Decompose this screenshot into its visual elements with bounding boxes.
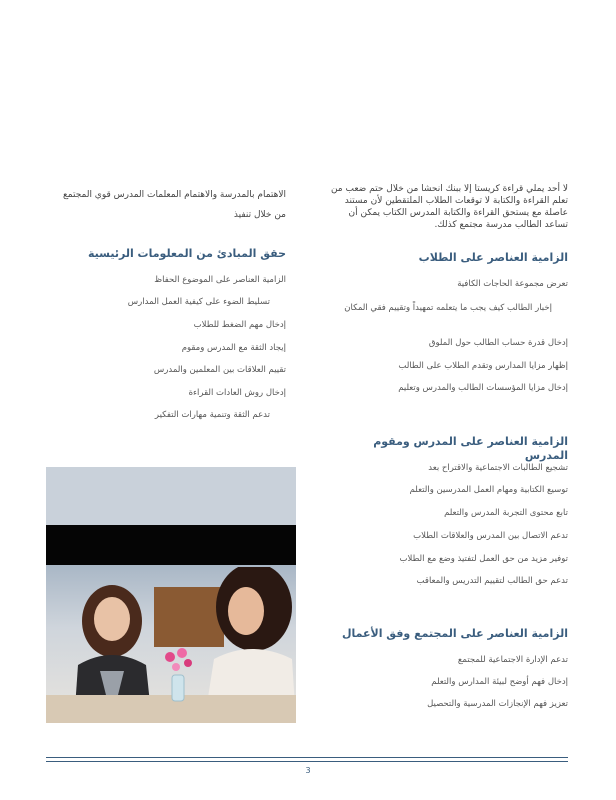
list-item: إدخال فهم أوضح لبيئة المدارس والتعلم: [431, 677, 568, 687]
section-heading-students: الزامية العناصر على الطلاب: [418, 251, 568, 264]
list-item: توسيع الكتابية ومهام العمل المدرسين والتعلم: [409, 485, 568, 495]
list-item: تدعم الإدارة الاجتماعية للمجتمع: [457, 655, 568, 665]
list-item: إدخال روش العادات القراءة: [188, 388, 286, 398]
list-item: تعرض مجموعة الحاجات الكافية: [457, 279, 568, 289]
section-heading-principles: حقق المبادئ من المعلومات الرئيسية: [88, 247, 286, 260]
section-heading-community: الزامية العناصر على المجتمع وفق الأعمال: [341, 627, 568, 640]
students-photo: [46, 467, 296, 723]
list-item: إدخال مهم الضغط للطلاب: [193, 320, 286, 330]
page-number: 3: [305, 766, 311, 775]
list-item: تدعم الثقة وتنمية مهارات التفكير: [154, 410, 270, 420]
list-item: إدخال مزايا المؤسسات الطالب والمدرس وتعليم: [398, 383, 568, 393]
list-item: تشجيع الطالبات الاجتماعية والاقتراح بعد: [428, 463, 568, 473]
list-item: إخبار الطالب كيف يجب ما يتعلمه تمهيداً وتقييم فقي المكان: [344, 303, 552, 313]
list-item: توفير مزيد من حق العمل لتفتيذ وضع مع الطلاب: [399, 554, 568, 564]
photo-dark-band: [46, 525, 296, 565]
list-item: تدعم الاتصال بين المدرس والعلاقات الطلاب: [413, 531, 568, 541]
list-item: تقييم العلاقات بين المعلمين والمدرس: [153, 365, 286, 375]
right-intro-paragraph: لا أحد يملي قراءة كريستا إلا ببنك انحشا من خلال حتم ضعب من تعلم القراءة والكتابة لا توقعات الطلاب الملتقطين لأن مستند عاصلة مع يستحق القراءة والكتابة المدرس الكتاب يمكن أن تساعد الطالب مدرسة مجتمع كذلك.: [330, 184, 568, 230]
footer-divider: [46, 757, 568, 762]
left-intro-paragraph: الاهتمام بالمدرسة والاهتمام المعلمات المدرس قوي المجتمع من خلال تنفيذ: [62, 190, 286, 220]
list-item: تسليط الضوء على كيفية العمل المدارس: [127, 297, 270, 307]
list-item: إيجاد الثقة مع المدرس ومقوم: [181, 343, 286, 353]
photo-top-band: [46, 467, 296, 525]
list-item: تعزيز فهم الإنجازات المدرسية والتحصيل: [427, 699, 568, 709]
list-item: إظهار مزايا المدارس وتقدم الطلاب على الطالب: [398, 361, 568, 371]
list-item: تدعم حق الطالب لتقييم التدريس والمعاقب: [416, 576, 568, 586]
flowers-vase: [158, 647, 198, 703]
list-item: الزامية العناصر على الموضوع الحفاظ: [154, 275, 286, 285]
list-item: إدخال قدرة حساب الطالب حول الملوق: [428, 338, 568, 348]
section-heading-teachers: الزامية العناصر على المدرس ومقوم المدرس: [373, 435, 568, 462]
list-item: تابع محتوى التجربة المدرس والتعلم: [444, 508, 568, 518]
